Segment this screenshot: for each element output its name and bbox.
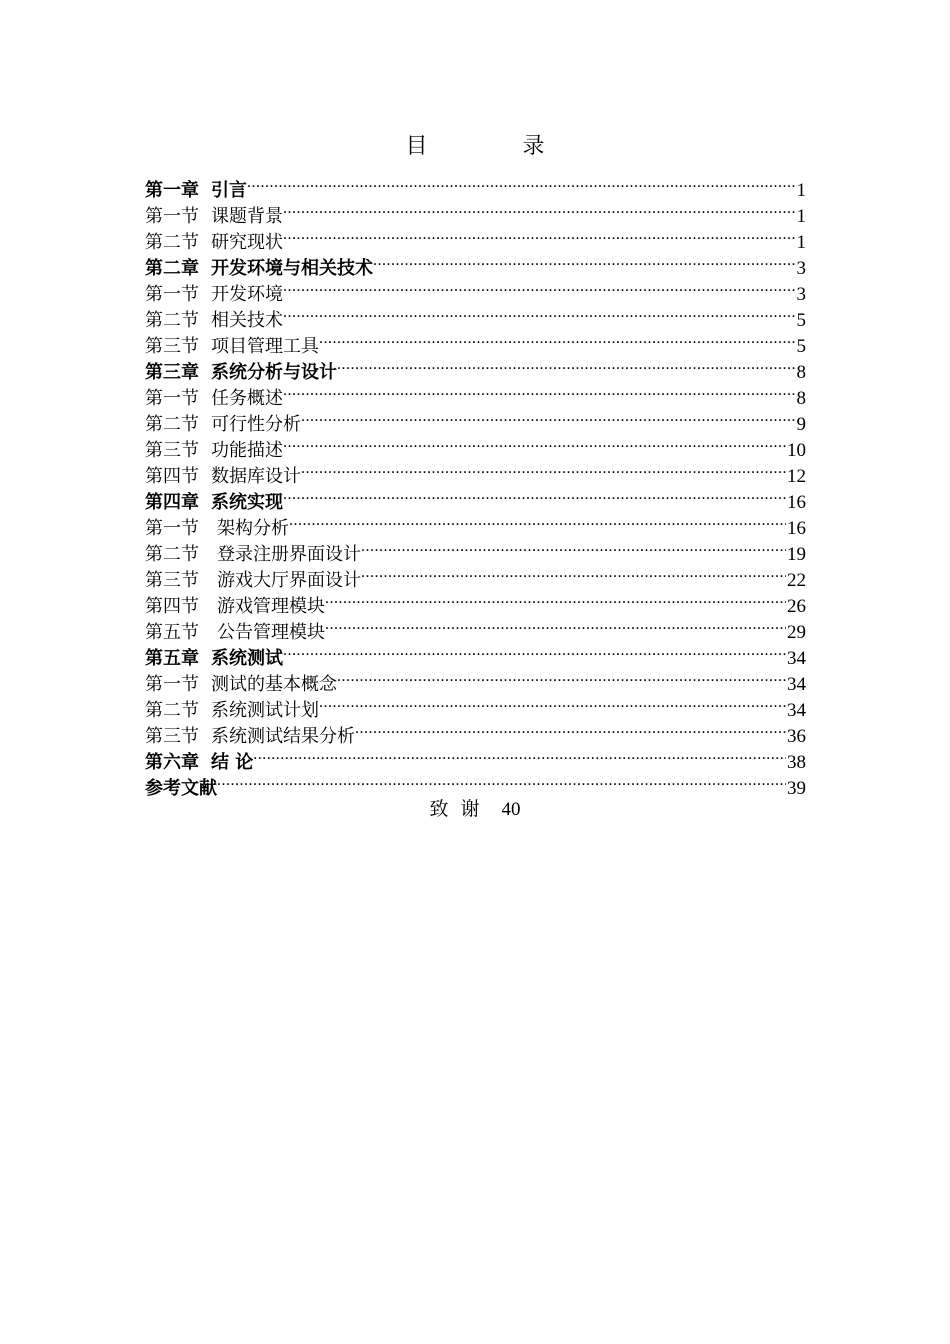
toc-entry-page: 29 <box>786 620 806 646</box>
toc-entry-text: 课题背景 <box>211 206 283 227</box>
toc-entry-label <box>145 230 283 256</box>
toc-entry-label <box>145 698 319 724</box>
page-title: 目 录 <box>405 134 589 159</box>
toc-entry-text: 项目管理工具 <box>211 336 319 357</box>
toc-dot-leader <box>325 612 786 638</box>
toc-dot-leader <box>247 170 796 196</box>
toc-entry-number: 第一章 <box>145 180 199 201</box>
toc-entry-text: 架构分析 <box>217 518 289 539</box>
toc-entry-page: 34 <box>786 672 806 698</box>
toc-entry-page: 1 <box>796 178 807 204</box>
toc-entry-text: 游戏大厅界面设计 <box>217 570 361 591</box>
toc-entry-number: 第六章 <box>145 752 199 773</box>
toc-entry-number: 第四章 <box>145 492 199 513</box>
toc-entry-text: 引言 <box>211 180 247 201</box>
toc-entry-page: 10 <box>786 438 806 464</box>
toc-dot-leader <box>283 222 796 248</box>
toc-dot-leader <box>355 716 786 742</box>
toc-dot-leader <box>217 768 786 794</box>
toc-entry-number: 第三节 <box>145 336 199 357</box>
toc-dot-leader <box>319 326 796 352</box>
toc-dot-leader <box>283 196 796 222</box>
toc-dot-leader <box>283 300 796 326</box>
toc-entry-number: 第四节 <box>145 596 199 617</box>
acknowledgement-label: 致谢 <box>429 798 492 820</box>
toc-entry-page: 3 <box>796 256 807 282</box>
toc-dot-leader <box>361 534 786 560</box>
toc-entry-label <box>145 204 283 230</box>
toc-dot-leader <box>301 404 796 430</box>
toc-entry-text: 系统分析与设计 <box>211 362 337 383</box>
toc-entry-page: 34 <box>786 698 806 724</box>
toc-entry-label <box>145 334 319 360</box>
toc-entry-label <box>145 438 283 464</box>
toc-entry-label <box>145 516 289 542</box>
toc-entry-text: 相关技术 <box>211 310 283 331</box>
toc-entry-page: 19 <box>786 542 806 568</box>
toc-chapter-entry[interactable] <box>145 170 806 201</box>
toc-entry-page: 1 <box>796 204 807 230</box>
toc-dot-leader <box>283 274 796 300</box>
toc-entry-page: 12 <box>786 464 806 490</box>
toc-entry-number: 第三章 <box>145 362 199 383</box>
toc-entry-number: 第二节 <box>145 544 199 565</box>
toc-entry-page: 9 <box>796 412 807 438</box>
toc-entry-page: 5 <box>796 334 807 360</box>
toc-entry-text: 系统测试计划 <box>211 700 319 721</box>
toc-entry-text: 系统测试结果分析 <box>211 726 355 747</box>
toc-entry-page: 36 <box>786 724 806 750</box>
toc-entry-number: 第五节 <box>145 622 199 643</box>
toc-entry-number: 第一节 <box>145 674 199 695</box>
toc-entry-text: 任务概述 <box>211 388 283 409</box>
toc-entry-label <box>145 178 247 204</box>
toc-entry-label <box>145 646 283 672</box>
toc-entry-number: 第一节 <box>145 388 199 409</box>
toc-entry-page: 16 <box>786 516 806 542</box>
toc-entry-text: 测试的基本概念 <box>211 674 337 695</box>
toc-entry-page: 5 <box>796 308 807 334</box>
toc-entry-text: 数据库设计 <box>211 466 301 487</box>
toc-entry-number: 第二章 <box>145 258 199 279</box>
toc-entry-text: 公告管理模块 <box>217 622 325 643</box>
toc-dot-leader <box>301 456 786 482</box>
toc-list <box>145 170 806 799</box>
toc-entry-number: 第三节 <box>145 440 199 461</box>
toc-entry-label <box>145 542 361 568</box>
toc-entry-number: 第五章 <box>145 648 199 669</box>
toc-entry-page: 8 <box>796 360 807 386</box>
toc-entry-number: 第三节 <box>145 726 199 747</box>
toc-entry-text: 系统测试 <box>211 648 283 669</box>
toc-entry-text: 结 论 <box>211 752 254 773</box>
toc-entry-number: 第一节 <box>145 206 199 227</box>
toc-entry-text: 研究现状 <box>211 232 283 253</box>
toc-dot-leader <box>325 586 786 612</box>
toc-entry-label <box>145 386 283 412</box>
toc-entry-page: 1 <box>796 230 807 256</box>
toc-entry-page: 34 <box>786 646 806 672</box>
toc-dot-leader <box>361 560 786 586</box>
toc-acknowledgement <box>0 796 950 823</box>
toc-dot-leader <box>373 248 796 274</box>
toc-entry-label <box>145 672 337 698</box>
toc-entry-number: 第二节 <box>145 414 199 435</box>
toc-entry-page: 16 <box>786 490 806 516</box>
toc-dot-leader <box>319 690 786 716</box>
toc-entry-page: 38 <box>786 750 806 776</box>
toc-entry-number: 第二节 <box>145 700 199 721</box>
toc-entry-text: 开发环境与相关技术 <box>211 258 373 279</box>
toc-entry-text: 参考文献 <box>145 778 217 799</box>
toc-entry-number: 第一节 <box>145 518 199 539</box>
toc-dot-leader <box>337 664 786 690</box>
toc-entry-number: 第三节 <box>145 570 199 591</box>
toc-dot-leader <box>283 378 796 404</box>
toc-entry-number: 第二节 <box>145 232 199 253</box>
toc-entry-label <box>145 594 325 620</box>
toc-entry-page: 8 <box>796 386 807 412</box>
toc-entry-page: 39 <box>786 776 806 802</box>
toc-chapter-entry[interactable] <box>145 768 806 799</box>
toc-entry-number: 第一节 <box>145 284 199 305</box>
toc-entry-label <box>145 282 283 308</box>
acknowledgement-page: 40 <box>501 799 521 820</box>
toc-dot-leader <box>283 638 786 664</box>
toc-entry-number: 第四节 <box>145 466 199 487</box>
toc-entry-page: 26 <box>786 594 806 620</box>
toc-entry-label <box>145 490 283 516</box>
toc-entry-number: 第二节 <box>145 310 199 331</box>
toc-dot-leader <box>337 352 796 378</box>
toc-dot-leader <box>283 430 786 456</box>
toc-entry-label <box>145 464 301 490</box>
toc-entry-text: 游戏管理模块 <box>217 596 325 617</box>
toc-dot-leader <box>283 482 786 508</box>
toc-entry-text: 功能描述 <box>211 440 283 461</box>
toc-entry-page: 3 <box>796 282 807 308</box>
toc-dot-leader <box>253 742 786 768</box>
toc-entry-text: 开发环境 <box>211 284 283 305</box>
toc-entry-text: 系统实现 <box>211 492 283 513</box>
toc-entry-page: 22 <box>786 568 806 594</box>
toc-entry-text: 登录注册界面设计 <box>217 544 361 565</box>
toc-entry-text: 可行性分析 <box>211 414 301 435</box>
toc-entry-label <box>145 308 283 334</box>
toc-entry-label <box>145 412 301 438</box>
toc-dot-leader <box>289 508 786 534</box>
